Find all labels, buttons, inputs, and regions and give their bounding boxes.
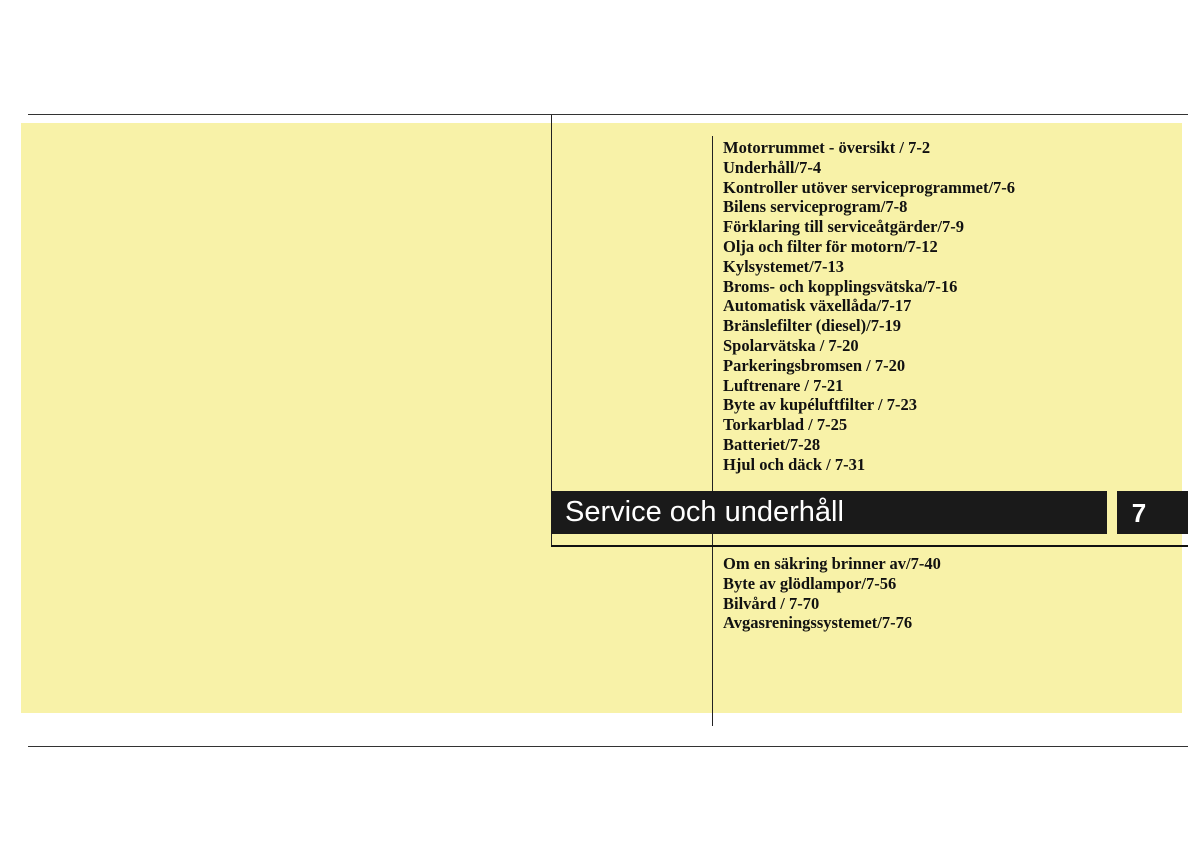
toc-item[interactable]: Broms- och kopplingsvätska/7-16	[723, 276, 958, 296]
toc-item[interactable]: Byte av glödlampor/7-56	[723, 573, 897, 593]
toc-item[interactable]: Avgasreningssystemet/7-76	[723, 613, 913, 633]
toc-item[interactable]: Om en säkring brinner av/7-40	[723, 554, 941, 573]
top-rule	[28, 114, 1188, 115]
toc-item[interactable]: Byte av kupéluftfilter / 7-23	[723, 395, 918, 415]
chapter-number: 7	[1131, 498, 1147, 528]
toc-item[interactable]: Motorrummet - översikt / 7-2	[723, 138, 931, 157]
toc-item[interactable]: Bilvård / 7-70	[723, 593, 820, 613]
toc-item[interactable]: Bränslefilter (diesel)/7-19	[723, 316, 901, 336]
toc-item[interactable]: Parkeringsbromsen / 7-20	[723, 355, 906, 375]
chapter-tab	[1117, 491, 1188, 534]
toc-item[interactable]: Automatisk växellåda/7-17	[723, 296, 912, 316]
center-divider	[551, 115, 552, 547]
toc-list-top	[723, 138, 1015, 475]
toc-list-bottom	[723, 554, 941, 633]
section-title-bar	[551, 491, 1107, 534]
toc-item[interactable]: Hjul och däck / 7-31	[723, 454, 866, 474]
toc-item[interactable]: Batteriet/7-28	[723, 434, 821, 454]
bottom-rule	[28, 746, 1188, 747]
toc-item[interactable]: Luftrenare / 7-21	[723, 375, 844, 395]
toc-item[interactable]: Kontroller utöver serviceprogrammet/7-6	[723, 177, 1016, 197]
toc-item[interactable]: Spolarvätska / 7-20	[723, 335, 859, 355]
toc-item[interactable]: Torkarblad / 7-25	[723, 415, 848, 435]
toc-item[interactable]: Bilens serviceprogram/7-8	[723, 197, 908, 217]
toc-divider	[712, 136, 713, 726]
toc-item[interactable]: Underhåll/7-4	[723, 157, 822, 177]
section-title: Service och underhåll	[565, 496, 844, 528]
toc-item[interactable]: Olja och filter för motorn/7-12	[723, 236, 938, 256]
toc-item[interactable]: Kylsystemet/7-13	[723, 256, 844, 276]
section-underline	[551, 545, 1188, 547]
toc-item[interactable]: Förklaring till serviceåtgärder/7-9	[723, 217, 965, 237]
